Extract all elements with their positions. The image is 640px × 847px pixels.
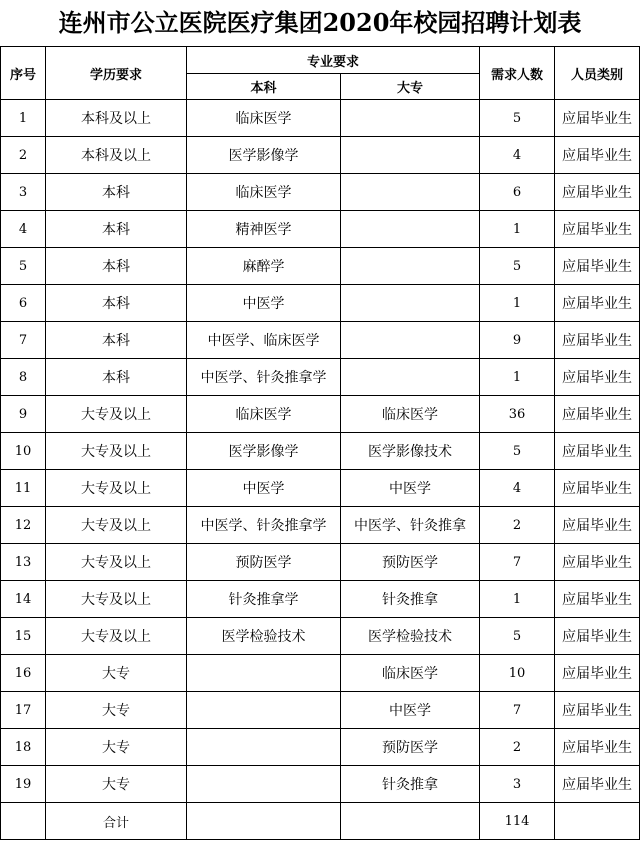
seq-cell: 14 (1, 581, 46, 618)
table-row (1, 544, 640, 581)
college-major-cell: 针灸推拿 (341, 766, 480, 803)
bachelor-major-cell: 临床医学 (187, 174, 341, 211)
education-cell: 本科 (46, 322, 187, 359)
college-major-cell: 预防医学 (341, 729, 480, 766)
count-cell: 3 (480, 766, 555, 803)
table-row (1, 211, 640, 248)
table-row (1, 507, 640, 544)
seq-cell: 19 (1, 766, 46, 803)
college-major-cell: 中医学 (341, 692, 480, 729)
category-cell: 应届毕业生 (555, 433, 640, 470)
category-cell: 应届毕业生 (555, 729, 640, 766)
total-college-cell (341, 803, 480, 840)
seq-cell: 6 (1, 285, 46, 322)
education-cell: 大专及以上 (46, 618, 187, 655)
seq-cell: 17 (1, 692, 46, 729)
table-row (1, 248, 640, 285)
bachelor-major-cell (187, 729, 341, 766)
education-cell: 大专 (46, 692, 187, 729)
recruitment-plan-table (0, 46, 640, 840)
bachelor-major-cell: 医学影像学 (187, 137, 341, 174)
count-cell: 5 (480, 618, 555, 655)
bachelor-major-cell: 中医学、针灸推拿学 (187, 507, 341, 544)
bachelor-major-cell: 精神医学 (187, 211, 341, 248)
table-row (1, 137, 640, 174)
bachelor-major-cell: 中医学、针灸推拿学 (187, 359, 341, 396)
category-cell: 应届毕业生 (555, 174, 640, 211)
category-cell: 应届毕业生 (555, 618, 640, 655)
seq-cell: 11 (1, 470, 46, 507)
bachelor-major-cell: 中医学 (187, 285, 341, 322)
college-major-cell (341, 211, 480, 248)
seq-cell: 16 (1, 655, 46, 692)
college-major-cell: 中医学 (341, 470, 480, 507)
count-cell: 4 (480, 137, 555, 174)
education-cell: 大专及以上 (46, 544, 187, 581)
header-bachelor: 本科 (187, 74, 341, 100)
category-cell: 应届毕业生 (555, 285, 640, 322)
bachelor-major-cell: 麻醉学 (187, 248, 341, 285)
education-cell: 本科 (46, 174, 187, 211)
education-cell: 本科 (46, 211, 187, 248)
college-major-cell: 预防医学 (341, 544, 480, 581)
college-major-cell: 针灸推拿 (341, 581, 480, 618)
count-cell: 10 (480, 655, 555, 692)
table-row (1, 285, 640, 322)
seq-cell: 12 (1, 507, 46, 544)
count-cell: 5 (480, 248, 555, 285)
total-bachelor-cell (187, 803, 341, 840)
table-row (1, 322, 640, 359)
count-cell: 4 (480, 470, 555, 507)
bachelor-major-cell: 临床医学 (187, 100, 341, 137)
education-cell: 本科 (46, 248, 187, 285)
category-cell: 应届毕业生 (555, 581, 640, 618)
education-cell: 大专 (46, 655, 187, 692)
college-major-cell (341, 174, 480, 211)
table-row (1, 470, 640, 507)
bachelor-major-cell: 预防医学 (187, 544, 341, 581)
table-row (1, 766, 640, 803)
count-cell: 5 (480, 100, 555, 137)
total-seq-cell (1, 803, 46, 840)
category-cell: 应届毕业生 (555, 248, 640, 285)
total-category-cell (555, 803, 640, 840)
education-cell: 大专及以上 (46, 507, 187, 544)
college-major-cell (341, 100, 480, 137)
bachelor-major-cell: 临床医学 (187, 396, 341, 433)
total-row (1, 803, 640, 840)
page-title: 连州市公立医院医疗集团2020年校园招聘计划表 (58, 8, 582, 37)
education-cell: 大专及以上 (46, 396, 187, 433)
total-label: 合计 (46, 803, 187, 840)
count-cell: 36 (480, 396, 555, 433)
education-cell: 大专 (46, 766, 187, 803)
education-cell: 本科及以上 (46, 137, 187, 174)
table-row (1, 396, 640, 433)
table-row (1, 692, 640, 729)
seq-cell: 9 (1, 396, 46, 433)
category-cell: 应届毕业生 (555, 692, 640, 729)
bachelor-major-cell (187, 766, 341, 803)
seq-cell: 2 (1, 137, 46, 174)
education-cell: 大专及以上 (46, 470, 187, 507)
category-cell: 应届毕业生 (555, 359, 640, 396)
category-cell: 应届毕业生 (555, 507, 640, 544)
header-college: 大专 (341, 74, 480, 100)
bachelor-major-cell: 医学检验技术 (187, 618, 341, 655)
category-cell: 应届毕业生 (555, 396, 640, 433)
table-row (1, 100, 640, 137)
bachelor-major-cell (187, 655, 341, 692)
education-cell: 大专及以上 (46, 433, 187, 470)
category-cell: 应届毕业生 (555, 766, 640, 803)
category-cell: 应届毕业生 (555, 544, 640, 581)
total-count: 114 (480, 803, 555, 840)
seq-cell: 13 (1, 544, 46, 581)
category-cell: 应届毕业生 (555, 100, 640, 137)
college-major-cell (341, 285, 480, 322)
seq-cell: 7 (1, 322, 46, 359)
category-cell: 应届毕业生 (555, 211, 640, 248)
count-cell: 7 (480, 544, 555, 581)
bachelor-major-cell (187, 692, 341, 729)
college-major-cell (341, 248, 480, 285)
college-major-cell (341, 359, 480, 396)
seq-cell: 3 (1, 174, 46, 211)
count-cell: 2 (480, 507, 555, 544)
count-cell: 1 (480, 285, 555, 322)
college-major-cell: 临床医学 (341, 655, 480, 692)
college-major-cell: 医学影像技术 (341, 433, 480, 470)
college-major-cell (341, 322, 480, 359)
college-major-cell: 临床医学 (341, 396, 480, 433)
education-cell: 本科 (46, 285, 187, 322)
count-cell: 7 (480, 692, 555, 729)
table-row (1, 729, 640, 766)
table-row (1, 581, 640, 618)
category-cell: 应届毕业生 (555, 322, 640, 359)
education-cell: 本科及以上 (46, 100, 187, 137)
category-cell: 应届毕业生 (555, 137, 640, 174)
count-cell: 9 (480, 322, 555, 359)
header-count: 需求人数 (480, 47, 555, 100)
seq-cell: 15 (1, 618, 46, 655)
seq-cell: 5 (1, 248, 46, 285)
header-category: 人员类别 (555, 47, 640, 100)
header-education: 学历要求 (46, 47, 187, 100)
header-seq: 序号 (1, 47, 46, 100)
college-major-cell (341, 137, 480, 174)
table-row (1, 655, 640, 692)
education-cell: 本科 (46, 359, 187, 396)
seq-cell: 4 (1, 211, 46, 248)
count-cell: 1 (480, 211, 555, 248)
education-cell: 大专 (46, 729, 187, 766)
category-cell: 应届毕业生 (555, 470, 640, 507)
category-cell: 应届毕业生 (555, 655, 640, 692)
count-cell: 1 (480, 359, 555, 396)
count-cell: 5 (480, 433, 555, 470)
seq-cell: 8 (1, 359, 46, 396)
education-cell: 大专及以上 (46, 581, 187, 618)
count-cell: 6 (480, 174, 555, 211)
bachelor-major-cell: 中医学、临床医学 (187, 322, 341, 359)
college-major-cell: 医学检验技术 (341, 618, 480, 655)
table-row (1, 433, 640, 470)
seq-cell: 1 (1, 100, 46, 137)
seq-cell: 10 (1, 433, 46, 470)
count-cell: 2 (480, 729, 555, 766)
table-row (1, 174, 640, 211)
bachelor-major-cell: 中医学 (187, 470, 341, 507)
college-major-cell: 中医学、针灸推拿 (341, 507, 480, 544)
bachelor-major-cell: 针灸推拿学 (187, 581, 341, 618)
table-row (1, 359, 640, 396)
table-body (1, 100, 640, 803)
header-major: 专业要求 (187, 47, 480, 74)
count-cell: 1 (480, 581, 555, 618)
bachelor-major-cell: 医学影像学 (187, 433, 341, 470)
table-row (1, 618, 640, 655)
seq-cell: 18 (1, 729, 46, 766)
